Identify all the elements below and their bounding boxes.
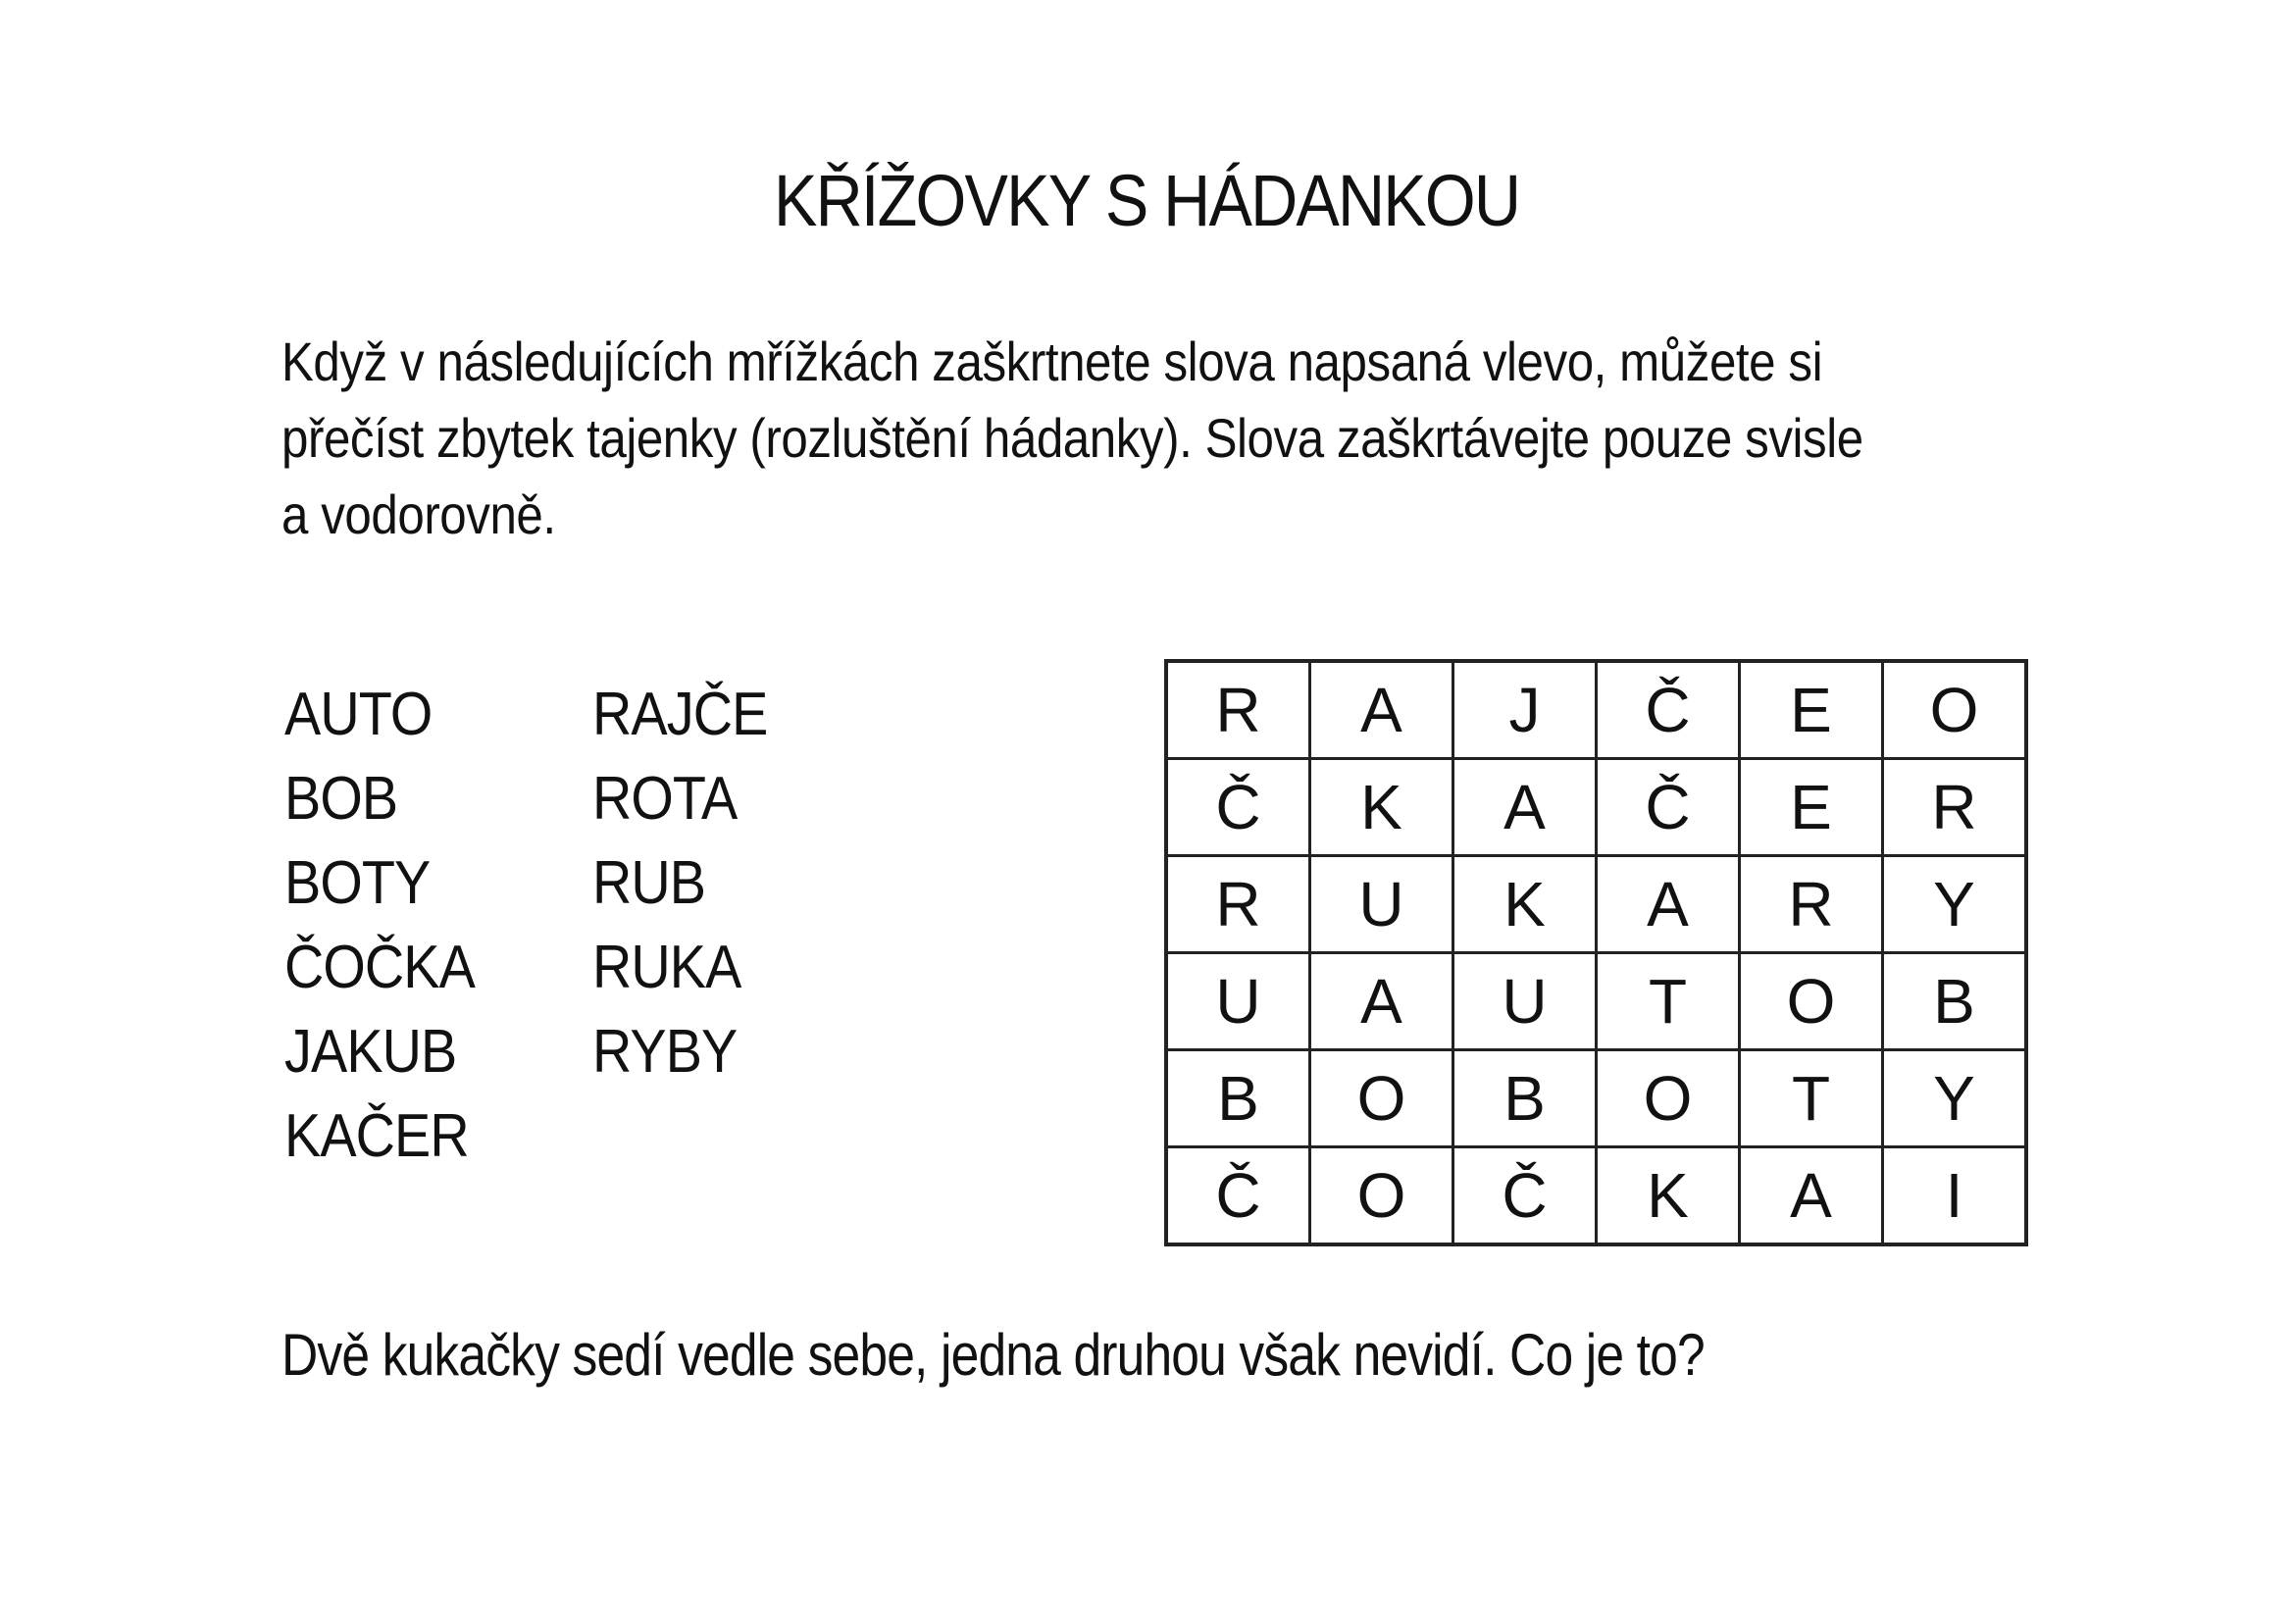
grid-cell[interactable]: B [1166,1050,1310,1147]
grid-cell[interactable]: B [1453,1050,1597,1147]
grid-row [1166,1050,2026,1147]
grid-cell[interactable]: T [1740,1050,1883,1147]
word-item: BOTY [284,849,431,917]
grid-cell[interactable]: O [1310,1147,1453,1245]
grid-cell[interactable]: Y [1883,856,2027,953]
grid-cell[interactable]: Č [1597,759,1740,856]
grid-row [1166,1147,2026,1245]
grid-row [1166,661,2026,759]
grid-row [1166,759,2026,856]
grid-cell[interactable]: A [1597,856,1740,953]
grid-cell[interactable]: R [1883,759,2027,856]
grid-cell[interactable]: O [1310,1050,1453,1147]
grid-row [1166,856,2026,953]
grid-cell[interactable]: O [1597,1050,1740,1147]
word-item: AUTO [284,681,433,748]
grid-cell[interactable]: O [1740,953,1883,1050]
grid-cell[interactable]: Č [1166,759,1310,856]
word-list-left [284,673,495,1179]
instructions-line: přečíst zbytek tajenky (rozluštění hádanky). Slova zaškrtávejte pouze svisle [281,407,1863,469]
grid-cell[interactable]: I [1883,1147,2027,1245]
word-item: RUB [592,849,706,917]
grid-cell[interactable]: Č [1597,661,1740,759]
word-item: JAKUB [284,1018,457,1086]
grid-cell[interactable]: E [1740,759,1883,856]
instructions-line: a vodorovně. [281,483,556,545]
grid-cell[interactable]: O [1883,661,2027,759]
grid-cell[interactable]: R [1166,661,1310,759]
word-list-right [592,673,787,1094]
grid-cell[interactable]: U [1453,953,1597,1050]
grid-cell[interactable]: U [1166,953,1310,1050]
word-item: ČOČKA [284,934,475,1001]
instructions [281,324,2086,553]
grid-cell[interactable]: Č [1453,1147,1597,1245]
word-item: ROTA [592,765,738,833]
grid-row [1166,953,2026,1050]
word-item: RUKA [592,934,741,1001]
grid-cell[interactable]: A [1310,953,1453,1050]
grid-cell[interactable]: Y [1883,1050,2027,1147]
page-title: KŘÍŽOVKY S HÁDANKOU [773,160,1520,241]
grid-cell[interactable]: A [1453,759,1597,856]
word-item: RYBY [592,1018,738,1086]
grid-cell[interactable]: U [1310,856,1453,953]
grid-cell[interactable]: K [1597,1147,1740,1245]
instructions-line: Když v následujících mřížkách zaškrtnete slova napsaná vlevo, můžete si [281,330,1823,392]
grid-cell[interactable]: A [1740,1147,1883,1245]
grid-cell[interactable]: Č [1166,1147,1310,1245]
grid-cell[interactable]: R [1166,856,1310,953]
grid-cell[interactable]: K [1310,759,1453,856]
grid-cell[interactable]: K [1453,856,1597,953]
grid-cell[interactable]: B [1883,953,2027,1050]
grid-cell[interactable]: E [1740,661,1883,759]
grid-cell[interactable]: J [1453,661,1597,759]
word-item: KAČER [284,1102,469,1170]
grid-cell[interactable]: R [1740,856,1883,953]
letter-grid [1164,659,2028,1246]
grid-cell[interactable]: A [1310,661,1453,759]
word-item: RAJČE [592,681,768,748]
grid-cell[interactable]: T [1597,953,1740,1050]
riddle-question: Dvě kukačky sedí vedle sebe, jedna druhou však nevidí. Co je to? [281,1322,1705,1388]
word-item: BOB [284,765,398,833]
